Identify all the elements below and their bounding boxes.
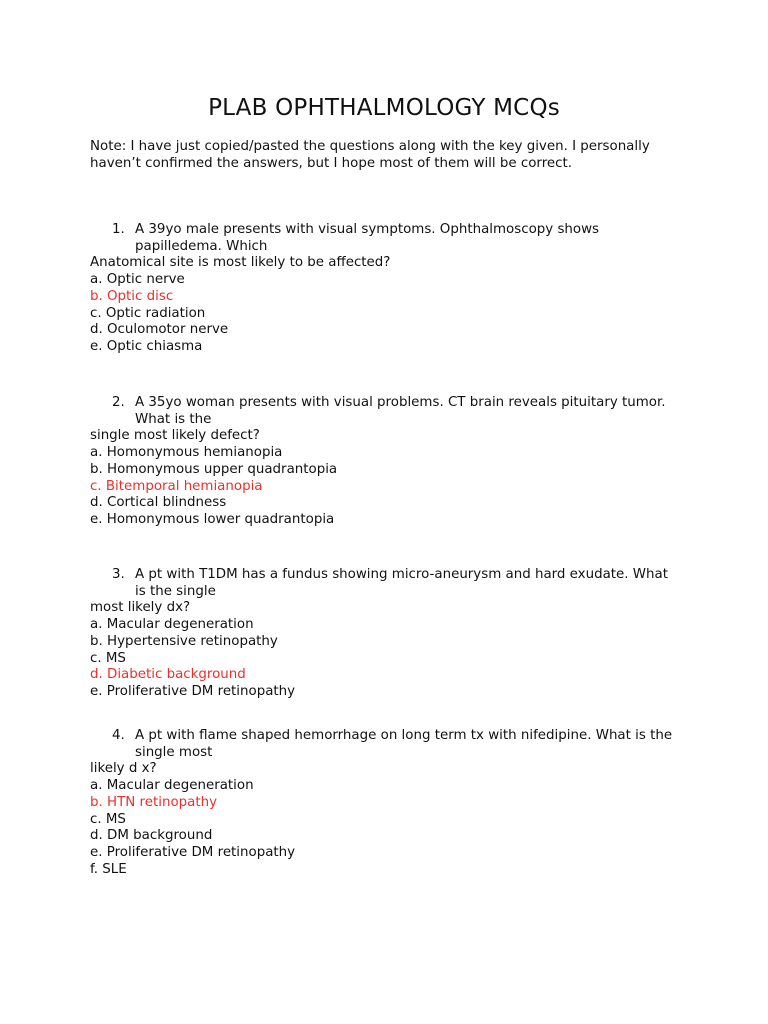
question-stem: [90, 395, 675, 428]
option-a: a. Macular degeneration: [90, 617, 254, 633]
option-a: a. Optic nerve: [90, 272, 185, 288]
option-b: b. Homonymous upper quadrantopia: [90, 461, 338, 477]
question-continuation: likely d x?: [90, 761, 157, 777]
option-e: e. Optic chiasma: [90, 338, 203, 354]
option-b: b. Optic disc: [90, 288, 174, 304]
question-4: [90, 728, 690, 878]
question-number: 4.: [112, 728, 125, 743]
option-e: e. Proliferative DM retinopathy: [90, 683, 296, 699]
question-continuation: Anatomical site is most likely to be affected?: [90, 255, 391, 271]
option-f: f. SLE: [90, 861, 127, 877]
option-e: e. Proliferative DM retinopathy: [90, 844, 296, 860]
question-number: 3.: [112, 567, 125, 582]
question-text: A 35yo woman presents with visual problems. CT brain reveals pituitary tumor. What is the: [135, 395, 666, 427]
option-d: d. Diabetic background: [90, 667, 246, 683]
option-c: c. Bitemporal hemianopia: [90, 478, 263, 494]
option-e: e. Homonymous lower quadrantopia: [90, 511, 335, 527]
page-title: PLAB OPHTHALMOLOGY MCQs: [208, 95, 560, 121]
option-c: c. MS: [90, 811, 126, 827]
option-c: c. Optic radiation: [90, 305, 206, 321]
question-number: 1.: [112, 222, 125, 237]
question-text: A pt with T1DM has a fundus showing micro-aneurysm and hard exudate. What is the single: [135, 567, 668, 599]
option-a: a. Macular degeneration: [90, 778, 254, 794]
question-text: A 39yo male presents with visual symptoms. Ophthalmoscopy shows papilledema. Which: [135, 222, 600, 254]
option-a: a. Homonymous hemianopia: [90, 445, 283, 461]
option-c: c. MS: [90, 650, 126, 666]
question-stem: [90, 728, 675, 761]
question-2: [90, 395, 690, 529]
question-stem: [90, 567, 675, 600]
question-number: 2.: [112, 395, 125, 410]
question-3: [90, 567, 690, 701]
option-d: d. DM background: [90, 828, 213, 844]
question-continuation: most likely dx?: [90, 600, 191, 616]
option-d: d. Oculomotor nerve: [90, 322, 229, 338]
option-d: d. Cortical blindness: [90, 495, 227, 511]
question-1: [90, 222, 690, 356]
question-stem: [90, 222, 675, 255]
question-text: A pt with flame shaped hemorrhage on long term tx with nifedipine. What is the single most: [135, 728, 673, 760]
option-b: b. HTN retinopathy: [90, 794, 218, 810]
option-b: b. Hypertensive retinopathy: [90, 633, 278, 649]
note-paragraph: Note: I have just copied/pasted the questions along with the key given. I personally haven’t confirmed the answers, but I hope most of them will be correct.: [90, 139, 650, 171]
question-continuation: single most likely defect?: [90, 428, 260, 444]
